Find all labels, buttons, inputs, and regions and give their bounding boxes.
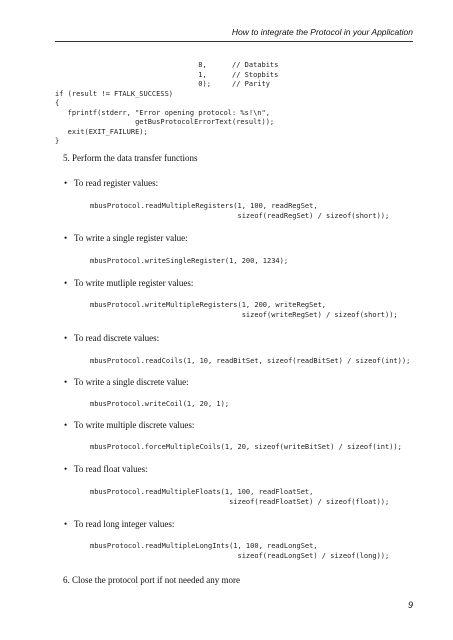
running-header: How to integrate the Protocol in your Application: [231, 27, 413, 37]
item-label-write-multiple-registers: • To write mutliple register values:: [74, 278, 193, 288]
code-write-multiple-discrete: mbusProtocol.forceMultipleCoils(1, 20, sizeof(writeBitSet) / sizeof(int));: [90, 443, 402, 451]
item-label-read-float: • To read float values:: [74, 464, 148, 474]
code-read-float: mbusProtocol.readMultipleFloats(1, 100, readFloatSet, sizeof(readFloatSet) / sizeof(float));: [90, 488, 390, 506]
header-rule: [55, 41, 413, 42]
item-label-read-long: • To read long integer values:: [74, 519, 174, 529]
code-read-long: mbusProtocol.readMultipleLongInts(1, 100, readLongSet, sizeof(readLongSet) / sizeof(long));: [90, 542, 390, 560]
code-write-single-register: mbusProtocol.writeSingleRegister(1, 200, 1234);: [90, 257, 289, 265]
item-label-write-multiple-discrete: • To write multiple discrete values:: [74, 420, 194, 430]
step-6-heading: 6. Close the protocol port if not needed any more: [63, 575, 240, 585]
code-write-single-discrete: mbusProtocol.writeCoil(1, 20, 1);: [90, 400, 230, 408]
step-5-heading: 5. Perform the data transfer functions: [63, 153, 198, 163]
code-read-registers: mbusProtocol.readMultipleRegisters(1, 100, readRegSet, sizeof(readRegSet) / sizeof(short));: [90, 202, 390, 220]
page-number: 9: [407, 600, 413, 610]
code-write-multiple-registers: mbusProtocol.writeMultipleRegisters(1, 200, writeRegSet, sizeof(writeRegSet) / sizeof(short));: [90, 301, 398, 319]
item-label-read-discrete: • To read discrete values:: [74, 333, 159, 343]
item-label-write-single-register: • To write a single register value:: [74, 233, 188, 243]
code-block-open-protocol: 8, // Databits 1, // Stopbits 0); // Parity if (result != FTALK_SUCCESS) { fprintf(stderr, "Error opening protocol: %s!\n", getBusProtocolErrorText(result)); exit(EXIT_FAILURE); }: [55, 61, 279, 145]
item-label-read-registers: • To read register values:: [74, 178, 158, 188]
item-label-write-single-discrete: • To write a single discrete value:: [74, 377, 189, 387]
code-read-discrete: mbusProtocol.readCoils(1, 10, readBitSet, sizeof(readBitSet) / sizeof(int));: [90, 357, 411, 365]
